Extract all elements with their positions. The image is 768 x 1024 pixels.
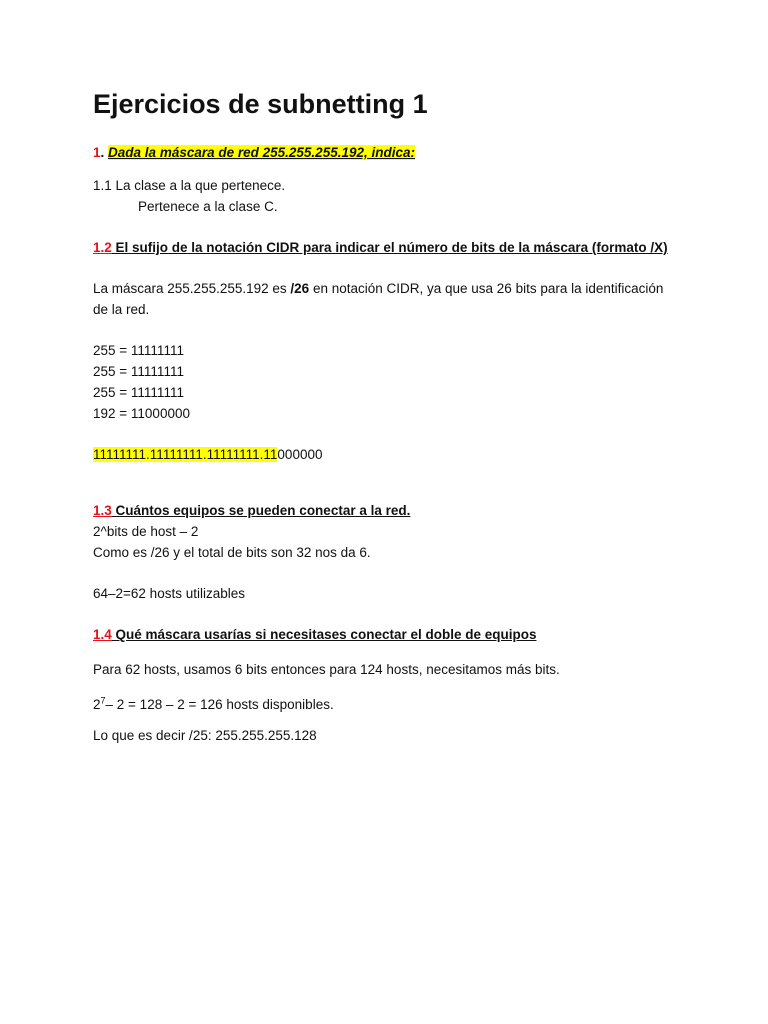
question-1-4-line-1: Para 62 hosts, usamos 6 bits entonces para 124 hosts, necesitamos más bits. [93, 662, 560, 677]
question-1-3-line-1: 2^bits de host – 2 [93, 524, 199, 539]
page-title: Ejercicios de subnetting 1 [93, 89, 428, 119]
question-1-4-heading [93, 624, 673, 645]
question-1-2-answer [93, 278, 673, 320]
binary-line: 255 = 11111111 [93, 364, 184, 379]
question-1-3-line-3: 64–2=62 hosts utilizables [93, 586, 245, 601]
formula-exponent: 7 [100, 695, 106, 706]
question-1-dot: . [100, 145, 105, 160]
question-1-4-text: Qué máscara usarías si necesitases conectar el doble de equipos [111, 627, 537, 642]
binary-mask-network: 11111111.11111111.11111111.11 [93, 447, 278, 462]
question-1-1-answer: Pertenece a la clase C. [138, 199, 278, 214]
answer-pre: La máscara 255.255.255.192 es [93, 281, 291, 296]
question-1-2-number: 1.2 [93, 240, 112, 255]
binary-mask [93, 444, 673, 465]
question-1-3-line-2: Como es /26 y el total de bits son 32 nos da 6. [93, 545, 371, 560]
binary-list [93, 340, 673, 424]
document-page [93, 86, 673, 746]
question-1-text: Dada la máscara de red 255.255.255.192, indica: [108, 145, 415, 160]
binary-mask-host: 000000 [277, 447, 323, 462]
formula-base: 2 [93, 697, 101, 712]
question-1-4-formula [93, 694, 673, 715]
binary-line: 255 = 11111111 [93, 343, 184, 358]
question-1-4-line-3: Lo que es decir /25: 255.255.255.128 [93, 728, 317, 743]
question-1-number: 1 [93, 145, 101, 160]
question-1-heading [93, 142, 673, 163]
question-1-3-text: Cuántos equipos se pueden conectar a la red. [111, 503, 411, 518]
formula-rest: – 2 = 128 – 2 = 126 hosts disponibles. [105, 697, 334, 712]
question-1-3-heading [93, 500, 673, 521]
question-1-4-number: 1.4 [93, 627, 112, 642]
question-1-1: 1.1 La clase a la que pertenece. [93, 178, 286, 193]
answer-cidr: /26 [290, 281, 310, 296]
binary-line: 192 = 11000000 [93, 406, 190, 421]
answer-post: en notación CIDR, ya que usa 26 bits para la identificación de la red. [93, 281, 664, 317]
binary-line: 255 = 11111111 [93, 385, 184, 400]
question-1-2-heading [93, 237, 673, 258]
question-1-3-number: 1.3 [93, 503, 112, 518]
question-1-2-text: El sufijo de la notación CIDR para indicar el número de bits de la máscara (formato /X) [111, 240, 668, 255]
